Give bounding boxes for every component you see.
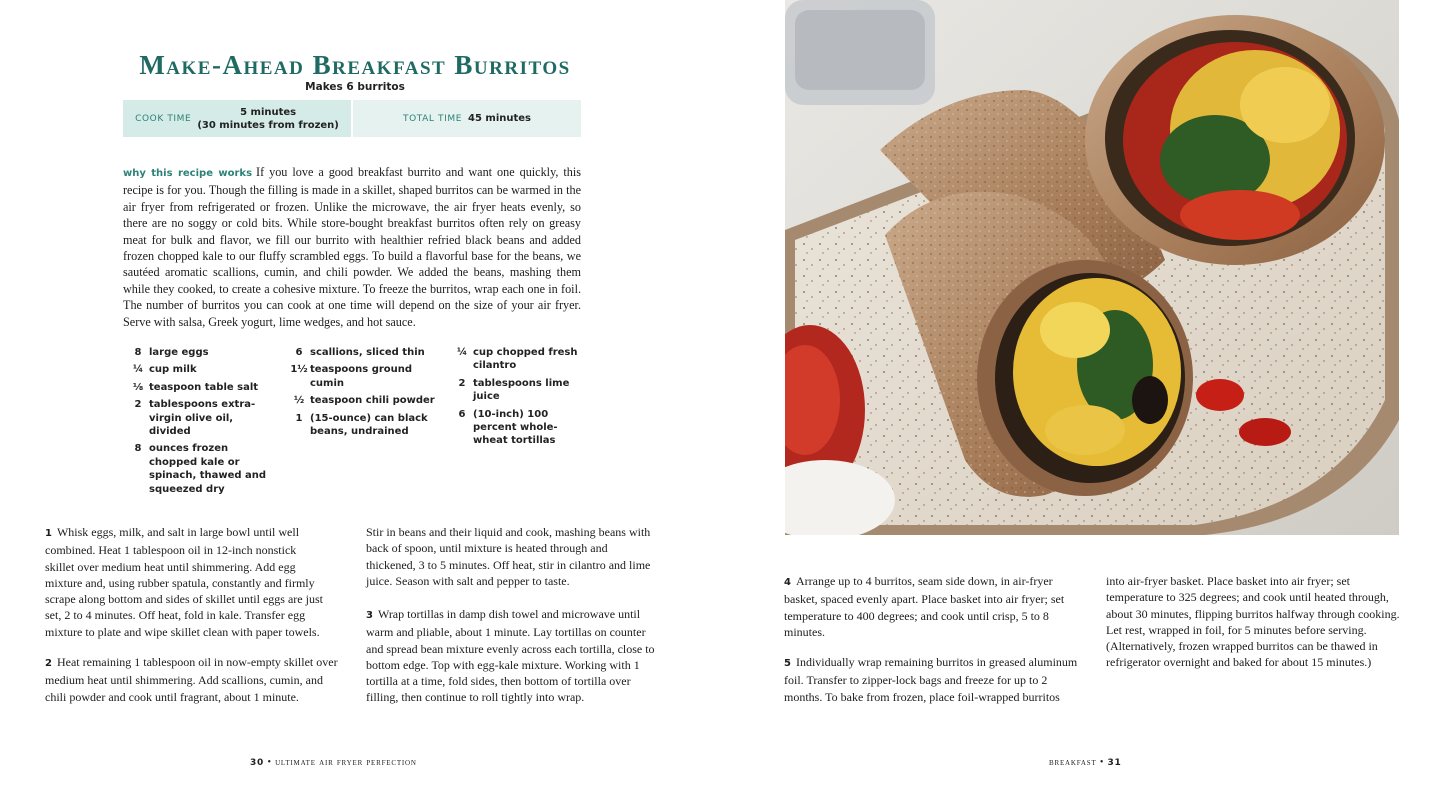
why-this-recipe-works [123,164,581,330]
ingredient-text: teaspoon chili powder [310,395,435,407]
step-2 [45,654,341,705]
recipe-title: Make-Ahead Breakfast Burritos [139,50,571,80]
cook-time-value-frozen: (30 minutes from frozen) [197,119,339,131]
step-text: Wrap tortillas in damp dish towel and microwave until warm and pliable, about 1 minute. Lay tortillas on counter and spread bean mixture evenly across each tortilla, close to bottom edge. Top with egg-kale mixture. Working with 1 tortilla at a time, fold sides, then bottom of tortilla over filling, then continue to roll tightly into wrap. [366,607,655,705]
ingredient-text: tablespoons lime juice [473,377,570,403]
ingredient-item [128,381,278,394]
ingredient-item [128,442,278,496]
ingredients-column-2 [289,346,439,438]
step-text: into air-fryer basket. Place basket into air fryer; set temperature to 325 degrees; and cook until heated through, about 30 minutes, flipping burritos halfway through cooking. Let rest, wrapped in foil, for 5 minutes before serving. (Alternatively, frozen wrapped burritos can be thawed in refrigerator overnight and baked for about 15 minutes.) [1106,574,1400,670]
total-time-value: 45 minutes [468,113,531,124]
total-time-label: TOTAL TIME [402,113,462,124]
cook-time-box [123,100,351,137]
step-2-continued [366,524,656,589]
ingredient-qty: 8 [134,443,142,455]
ingredients-column-3 [452,346,592,448]
step-number: 1 [45,528,52,539]
why-text: If you love a good breakfast burrito and want one quickly, this recipe is for you. Though the filling is made in a skillet, shaped burritos can be warmed in the air fryer from refrigerated or frozen. Unlike the microwave, the air fryer heats evenly, so there are no soggy or cold bits. While store-bought breakfast burritos often rely on greasy meat for bulk and flavor, we fill our burrito with healthier refried black beans and added frozen chopped kale to our fluffy scrambled eggs. To build a flavorful base for the beans, we sautéed aromatic scallions, cumin, and chili powder. We added the beans, mashing them while they cooked, to create a cohesive mixture. To freeze the burritos, wrap each one in foil. The number of burritos you can cook at one time will depend on the size of your air fryer. Serve with salsa, Greek yogurt, lime wedges, and hot sauce. [123,165,581,329]
step-text: Heat remaining 1 tablespoon oil in now-empty skillet over medium heat until shimmering. Add scallions, cumin, and chili powder and cook until fragrant, about 1 minute. [45,655,338,704]
step-5-continued [1106,573,1402,671]
step-number: 2 [45,658,52,669]
ingredient-qty: ½ [293,395,305,407]
ingredient-text: large eggs [149,347,209,358]
ingredient-item [289,346,439,359]
step-1 [45,524,327,640]
right-page-footer [1049,757,1122,768]
ingredient-text: tablespoons extra-virgin olive oil, divided [149,399,256,438]
ingredient-text: cup milk [149,364,197,376]
ingredient-qty: 2 [134,399,142,411]
why-label: why this recipe works [123,168,253,179]
ingredient-item [452,377,592,404]
ingredients-column-1 [128,346,278,496]
step-text: Whisk eggs, milk, and salt in large bowl until well combined. Heat 1 tablespoon oil in 12-inch nonstick skillet over medium heat until shimmering. Add egg mixture and, using rubber spatula, constantly and firmly scrape along bottom and sides of skillet until eggs are just set, 2 to 4 minutes. Off heat, fold in kale. Transfer egg mixture to plate and wipe skillet clean with paper towels. [45,525,323,639]
ingredient-text: scallions, sliced thin [310,347,425,358]
ingredient-item [289,412,439,439]
step-number: 3 [366,610,373,621]
ingredient-qty: 6 [295,347,303,358]
ingredient-item [452,408,592,448]
step-3 [366,606,660,706]
ingredient-text: (15-ounce) can black beans, undrained [310,412,428,438]
ingredient-text: ounces frozen chopped kale or spinach, thawed and squeezed dry [149,443,267,495]
step-number: 4 [784,577,791,588]
step-5 [784,654,1080,705]
step-text: Individually wrap remaining burritos in greased aluminum foil. Transfer to zipper-lock bags and freeze for up to 2 months. To bake from frozen, place foil-wrapped burritos [784,655,1078,704]
step-number: 5 [784,658,791,669]
ingredient-item [289,394,439,407]
page-number: 31 [1107,758,1122,768]
ingredient-qty: ¼ [132,364,144,376]
right-page [722,0,1445,791]
ingredient-item [128,398,278,438]
section-name: breakfast [1049,757,1097,768]
page-number: 30 [250,758,265,768]
step-text: Arrange up to 4 burritos, seam side down, in air-fryer basket, spaced evenly apart. Place basket into air fryer; set temperature to 400 degrees; and cook until crisp, 5 to 8 minutes. [784,574,1065,639]
ingredient-qty: 1 [295,412,303,424]
ingredient-text: cup chopped fresh cilantro [473,347,578,372]
cook-time-label: COOK TIME [135,113,192,124]
ingredient-qty: ⅛ [132,381,144,393]
left-page [0,0,722,791]
ingredient-text: teaspoons ground cumin [310,364,413,389]
ingredient-item [128,346,278,359]
cook-time-value [197,106,339,132]
ingredient-qty: 8 [134,347,142,358]
ingredient-item [128,363,278,376]
step-text: Stir in beans and their liquid and cook, mashing beans with back of spoon, until mixture is heated through and thickened, 3 to 5 minutes. Off heat, stir in cilantro and lime juice. Season with salt and pepper to taste. [366,525,651,588]
ingredient-text: teaspoon table salt [149,381,259,393]
left-page-footer [250,757,417,768]
total-time-box [353,100,581,137]
ingredient-item [452,346,592,373]
ingredient-qty: 1½ [290,364,308,376]
footer-separator: • [1099,757,1105,768]
ingredient-qty: ¼ [456,347,468,358]
ingredient-qty: 6 [458,408,466,420]
recipe-yield: Makes 6 burritos [305,81,405,93]
step-4 [784,573,1076,640]
ingredient-qty: 2 [458,377,466,389]
footer-separator: • [267,757,272,768]
cook-time-value-primary: 5 minutes [240,106,297,118]
book-title: ultimate air fryer perfection [275,757,417,768]
ingredient-item [289,363,439,390]
ingredient-text: (10-inch) 100 percent whole-wheat tortillas [473,408,558,447]
